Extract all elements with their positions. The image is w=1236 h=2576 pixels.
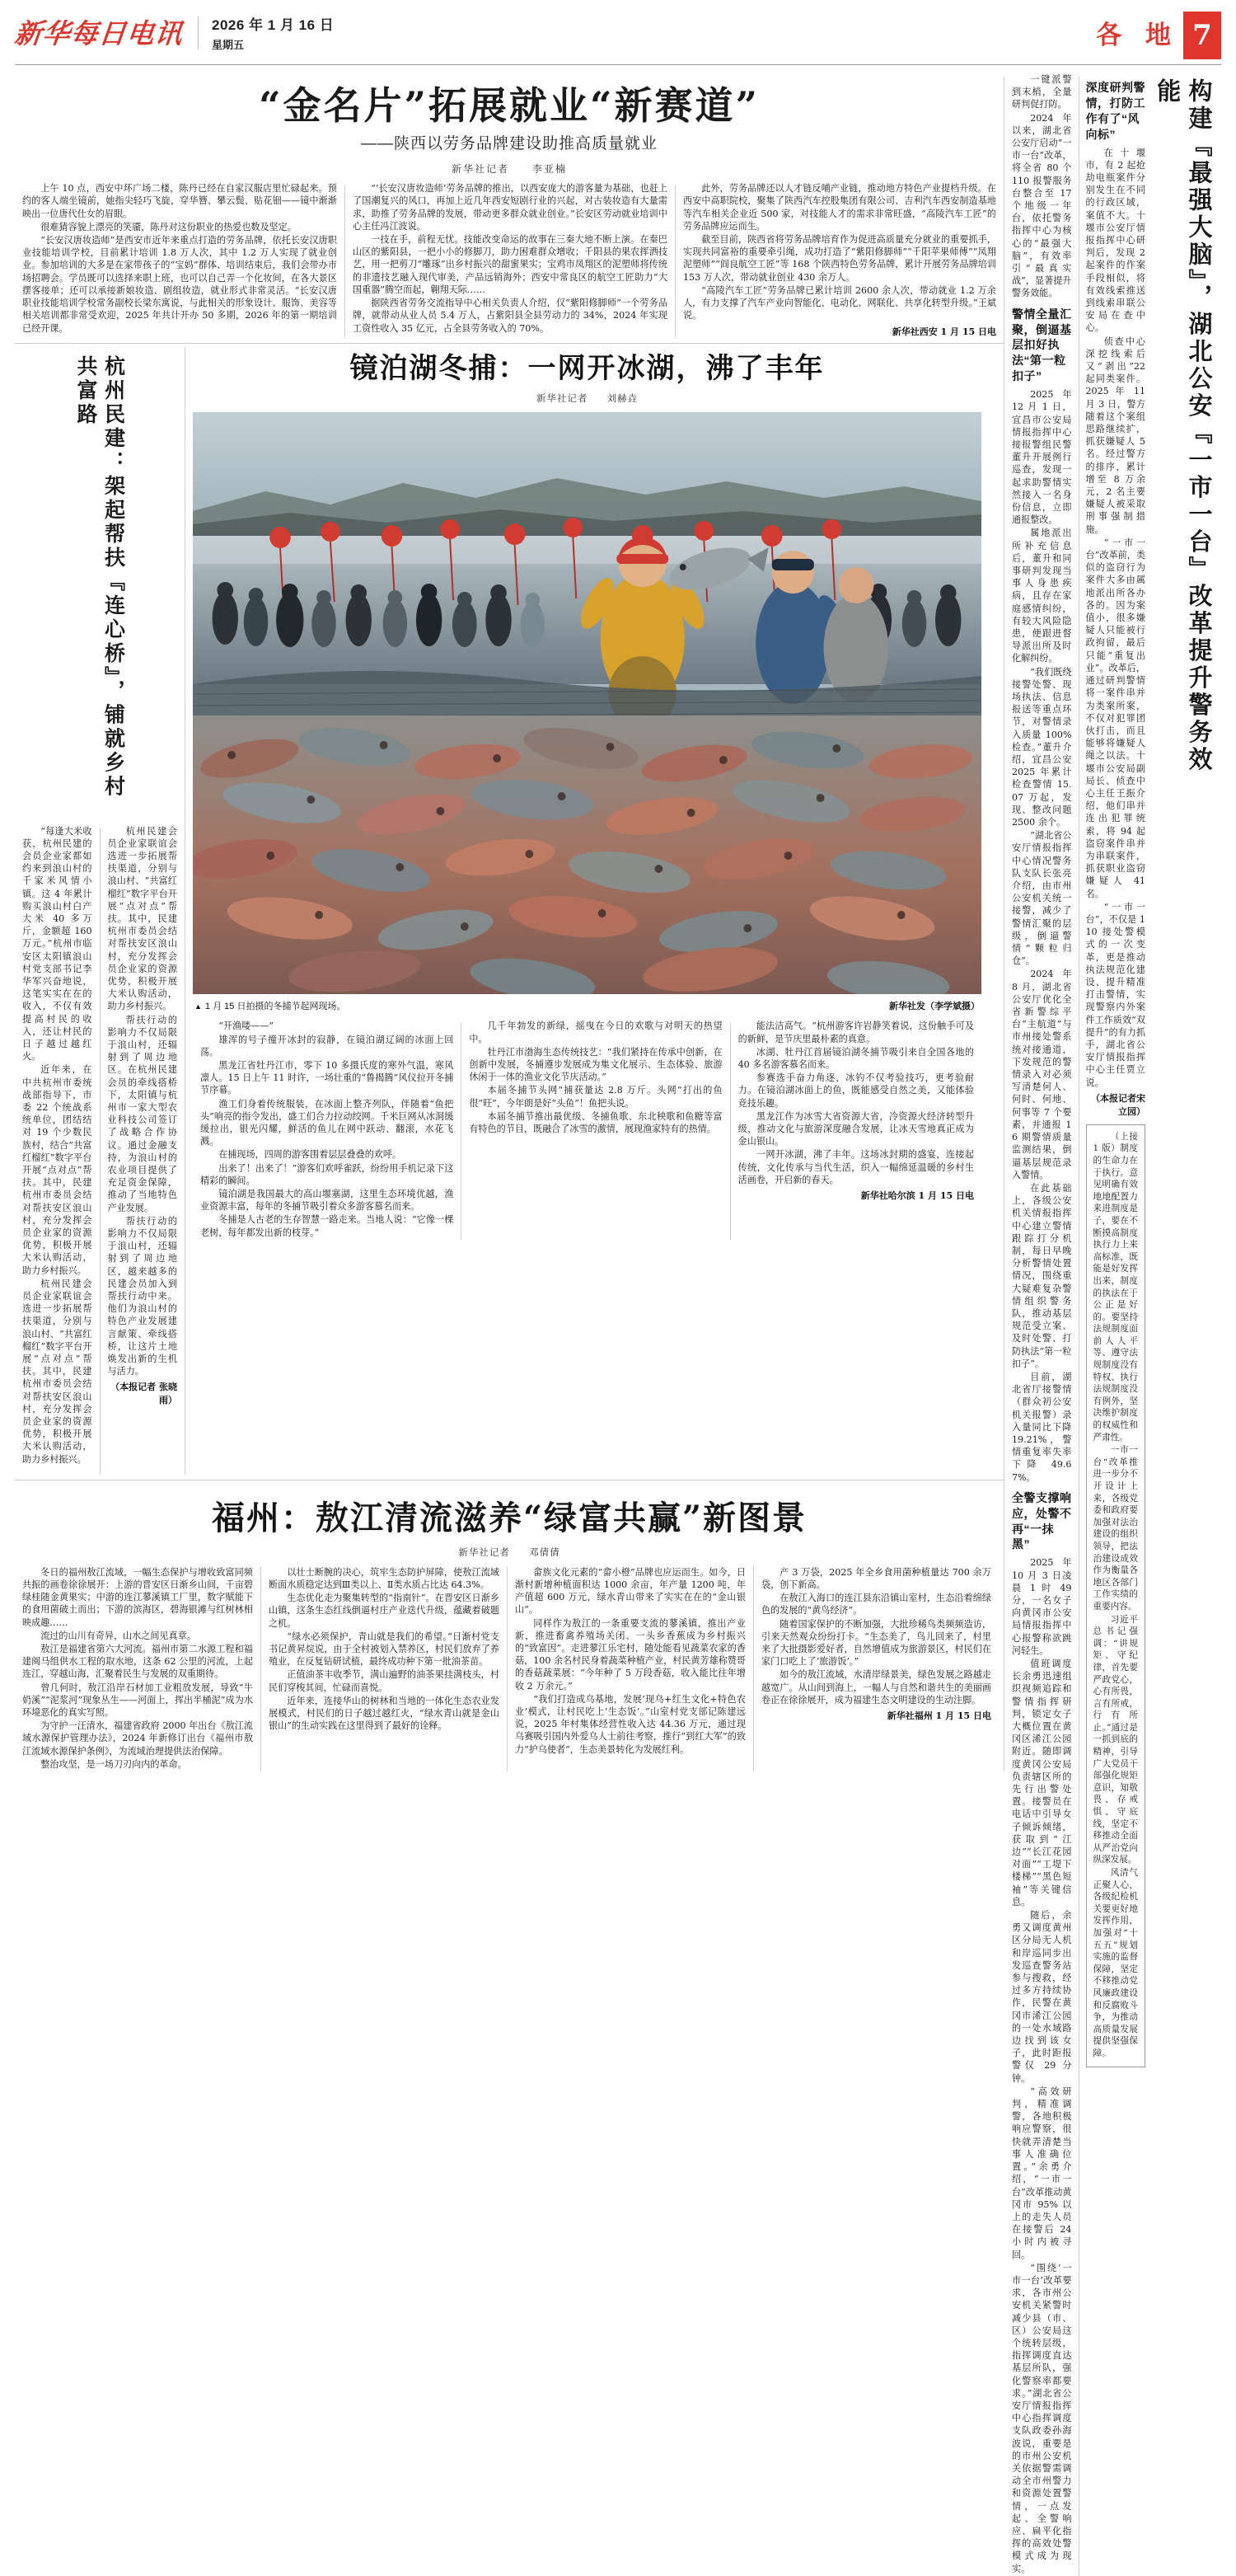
paragraph: 牡丹江市渤海生态传统技艺：“我们紧持在传承中创新，在创新中发展，冬捕遵步发展成为集文化展示、生态体验、旅游休闲于一体的渔业文化节庆活动。” — [469, 1046, 723, 1083]
paragraph: 畲族文化元素的“畲小橙”品牌也应运而生。如今，日渐村新增种植面积达 1000 余亩，年产量 1200 吨，年产值超 600 万元，绿水青山带来了实实在在的“金山银山”。 — [515, 1566, 746, 1616]
paragraph: 正值油茶丰收季节，满山遍野的油茶果挂满枝头，村民们穿梭其间，忙碌而喜悦。 — [269, 1669, 499, 1693]
paragraph: 雄浑的号子撞开冰封的寂静，在镜泊湖辽阔的冰面上回荡。 — [200, 1034, 454, 1058]
paragraph: 杭州民建会员企业家联谊会选进一步拓展帮扶渠道，分别与浪山村、“共富红榴红”数字平台开展“点对点”帮扶。其中，民建杭州市委员会结对帮扶安区浪山村，充分发挥会员企业家的资源优势，积极开展大米认购活动，助力乡村振兴。 — [107, 825, 177, 1012]
feature-col-1 — [193, 1020, 461, 1239]
byline-label: 新华社记者 — [536, 392, 588, 405]
fuzhou-col-1 — [15, 1566, 260, 1771]
paragraph: “一市一台”，不仅是 110 接处警模式的一次变革，更是推动执法规范化建设、提升精准打击警情，实现警察内外案件工作质效“双提升”的有力抓手，湖北省公安厅情报指挥中心主任贾立说。 — [1085, 901, 1145, 1088]
paragraph: 上午 10 点，西安中环广场二楼，陈丹已经在自家汉服店里忙碌起来。预约的客人端坐镜前，她指尖轻巧飞旋，穿华簪、攀云鬓、贴花钿——镜中渐渐映出一位唐代仕女的眉眼。 — [22, 183, 337, 219]
paragraph: 近年来，连接华山的树林和当地的一体化生态农业发展模式，村民们的日子越过越红火，“绿水青山就是金山银山”的生动实践在这里得到了最好的诠释。 — [269, 1695, 499, 1732]
masthead-rule — [15, 64, 1221, 65]
paragraph: 帮扶行动的影响力不仅局限于浪山村，还辐射到了周边地区。在杭州民建会员的牵线搭桥下，太阳镇与杭州市一家大型农业科技公司签订了战略合作协议。通过金融支持，为浪山村的农业项目提供了充足资金保障，推动了当地特色产业发展。 — [107, 1014, 177, 1213]
photo-credit: 新华社发（李学斌摄） — [889, 1002, 980, 1012]
paragraph: 一键派警到末梢，全量研判促打防。 — [1012, 74, 1072, 110]
hangzhou-body — [22, 825, 177, 1475]
paragraph: 2025 年 10 月 3 日凌晨 1 时 49 分，一名女子向黄冈市公安局情报指挥中心报警称欲跳河轻生。 — [1012, 1557, 1072, 1656]
feature-dateline: 新华社哈尔滨 1 月 15 日电 — [860, 1189, 974, 1201]
paragraph: “高陵汽车工匠”劳务品牌已累计培训 2600 余人次，带动就业 1.2 万余人，有力支撑了汽车产业向智能化、电动化、网联化、共享化转型升级。”王斌说。 — [683, 284, 996, 321]
feature-byline — [193, 392, 981, 412]
paragraph: 2024 年 8 月，湖北省公安厅优化全省新警综平台“主航道”与市州接处警系统对接通道，下发规范的警情录入对必须写清楚何人、何时、何地、何事等 7 个要素，并通报 16 期警情质量监测结果，倒逼基层规范录入警情。 — [1012, 969, 1072, 1180]
paragraph: 在敖江入海口的连江县东沿镇山室村，生态沿着绵绿色的发展的“黄鸟经济”。 — [761, 1593, 991, 1616]
top-story-col-2 — [345, 182, 675, 337]
top-story — [15, 73, 1004, 344]
paragraph: “长安汉唐妆造师”是西安市近年来重点打造的劳务品牌，依托长安汉唐职业技能培训学校，目前累计培训 1.8 万人次，其中 1.2 万人实现了就业创业。参加培训的大多是在家带孩子的“宝妈”群体、培训结束后，我们会带办市场招聘会。学员既可以选择来职上班，也可以自己弄一个化妆间，在各大景区摆客接单；还可以承接新娘妆造、剧组妆造，就业形式非常灵活。“长安汉唐职业技能培训学校常务副校长梁东寓说，与此相关的形象设计、服饰、美容等相关培训都非常受欢迎，2025 年共计开办 50 多期，2026 年的第一期培训已经开课。 — [22, 235, 337, 334]
paragraph: “‘长安汉唐妆造师’劳务品牌的推出，以西安庞大的游客量为基础，也赶上了国潮复兴的风口，再加上近几年西安短剧行业的兴起，对古装妆造有大量需求，助推了劳务品牌的发展，带动更多群众就业创业。”长安区劳动就业培训中心主任冯江波说。 — [353, 183, 667, 232]
hangzhou-story — [15, 344, 185, 1475]
byline-name: 李亚楠 — [531, 163, 567, 176]
top-story-columns — [15, 182, 1004, 337]
paragraph: 截至目前，陕西省将劳务品牌培育作为促进高质量充分就业的重要抓手，实现共同富裕的重要牵引绳，成功打造了“紫阳修脚师”“千阳苹果师傅”“凤翔泥塑师”“阎良航空工匠”等 168 个陕西特色劳务品牌，累计开展劳务品牌培训 153 万人次，带动就业创业 430 余万人。 — [683, 234, 996, 283]
top-story-col-3 — [676, 182, 1004, 337]
hubei-boxed-note — [1086, 1124, 1146, 2067]
byline-name: 刘赫垚 — [606, 392, 639, 405]
paragraph: “湖北省公安厅情报指挥中心情况警务队支队长张亮介绍，由市州公安机关统一接警，减少了警情汇聚的层级，倒逼警情“颗粒归仓”。 — [1012, 830, 1072, 967]
paragraph: 随后，余勇又调度黄州区分局无人机和岸巡同步出发巡查警务站参与搜救，经过多方持续协作，民警在黄冈市浠江公园的一处水域路边找到该女子，此时距报警仅 29 分钟。 — [1012, 1910, 1072, 2084]
paragraph: 据陕西省劳务交流指导中心相关负责人介绍，仅“紫阳修脚师”一个劳务品牌，就带动从业人员 5.4 万人，占紫阳县全县劳动力的 34%，2024 年实现工资性收入 35 亿元，占全县劳务收入的 70%。 — [353, 298, 667, 334]
hubei-subhead-2: 全警支撑响应，处警不再“一抹黑” — [1012, 1490, 1072, 1551]
paragraph: “围绕‘一市一台’改革要求，各市州公安机关紧警时减少县（市、区）公安局这个统转层级，指挥调度直达基层所队，强化警察率都要求。”湖北省公安厅情报指挥中心指挥调度支队政委孙海波说，重要是的市州公安机关依据警需调动全市州警力和资源处置警情，一点发起、全警响应、扁平化指挥的高效处警模式成为现实。 — [1012, 2262, 1072, 2574]
paragraph: 产 3 万袋，2025 年全乡食用菌种植量达 700 余万袋，创下新高。 — [761, 1566, 991, 1590]
hubei-story — [1004, 73, 1221, 2574]
fuzhou-story — [15, 1480, 1004, 1771]
hubei-headline: 构建『最强大脑』，湖北公安『一市一台』改革提升警务效能 — [1154, 78, 1214, 774]
paragraph: 冰湖、牡丹江首届镜泊湖冬捕节吸引来自全国各地的 40 多名游客慕名而来。 — [737, 1046, 974, 1070]
paragraph: “绿水必须保护，青山就是我们的希望。”日渐村党支书记黄昇烷说，由于全村被划入禁养区，村民们放弃了养殖业，在反复钻研试植，最终成功种下第一批油茶苗。 — [269, 1631, 499, 1668]
paragraph: 近年来，在中共杭州市委统战部指导下，市委 22 个统战系统单位，团结结对 19 个少数民族村，结合“共富红榴红”数字平台开展“点对点”帮扶。其中，民建杭州市委员会结对帮扶安区浪山村，充分发挥会员企业家的资源优势，积极开展大米认购活动，助力乡村振兴。 — [22, 1064, 92, 1276]
paragraph: 本届冬捕节推出最优级、冬捕鱼歌、东北秧歌和鱼糖等富有特色的节目，既融合了冰雪的激情，展现渔家特有的热情。 — [469, 1110, 723, 1134]
paragraph: 出来了！出来了！”游客们欢呼雀跃，纷纷用手机记录下这精彩的瞬间。 — [200, 1162, 454, 1186]
page-grid — [15, 73, 1221, 2574]
feature-photo — [193, 412, 981, 994]
paragraph: 渔工们身着传统服装，在冰面上整齐列队，伴随着“鱼把头”响亮的指令发出，盛工们合力拉动绞网。千米巨网从冰洞缓缓拉出，银光闪耀，鲜活的鱼儿在网中跃动、翻滚，水花飞溅。 — [200, 1098, 454, 1147]
hubei-col-1 — [1012, 73, 1072, 2576]
section-title: 各 地 — [1096, 20, 1178, 50]
feature-col-2 — [461, 1020, 729, 1239]
paragraph: 2025 年 12 月 1 日，宜昌市公安局情报指挥中心接报警组民警董升开展例行巡查，发现一起求助警情实然接入一名身份信息，立即通报整改。 — [1012, 389, 1072, 526]
paragraph: 一技在手，前程无忧。技能改变命运的故事在三秦大地不断上演。在秦巴山区的紫阳县，一把小小的修脚刀，助力困难群众增收；千阳县的果农挥洒技艺，用一把剪刀“雕琢”出乡村振兴的甜蜜果实；宝鸡市凤翔区的泥塑师将传统的非遗技艺融入现代审美，产品远销海外；西安中常良区的航空工匠助力“大国重器”腾空而起，翱翔天际…… — [353, 234, 667, 295]
fuzhou-headline: 福州：敖江清流滋养“绿富共赢”新图景 — [211, 1498, 807, 1537]
fuzhou-col-4 — [754, 1566, 999, 1771]
paragraph: 黑龙江作为冰雪大省资源大省，冷资源火经济转型升级，推动文化与旅游深度融合发展，让冰天雪地真正成为金山银山。 — [737, 1110, 974, 1147]
paragraph: 目前，湖北省厅接警情（群众初公安机关报警）录入量同比下降 19.21%，警情重复率失率下降 49.67%。 — [1012, 1371, 1072, 1483]
hangzhou-dateline: （本报记者 张晓雨） — [110, 1382, 177, 1406]
top-story-col-1 — [15, 182, 344, 337]
paragraph: 帮扶行动的影响力不仅局限于浪山村，还辐射到了周边地区，越来越多的民建会员加入到帮扶行动中来。他们为浪山村的特色产业发展建言献策、牵线搭桥，让这片土地焕发出新的生机与活力。 — [107, 1215, 177, 1377]
paragraph: 敖江是福建省第六大河流。福州市第二水源工程和福建闽马组供水工程的取水地，这条 62 公里的河流，上起连江，穿越山海，汇聚着民生与发展的双重期待。 — [22, 1643, 253, 1680]
paragraph: 2024 年以来，湖北省公安厅启动“一市一台”改革，将全省 80 个 110 报警服务台整合至 17 个地级一年台，依托警务指挥中心为核心的“最强大脑”，有效率引“最真实战”，显著提升警务效能。 — [1012, 112, 1072, 299]
paragraph: 镜泊湖是我国最大的高山堰塞湖，这里生态环境优越，渔业资源丰富，每年的冬捕节吸引着众多游客慕名而来。 — [200, 1188, 454, 1213]
paragraph: 风清气正聚人心，各级纪检机关要更好地发挥作用，加强对“十五五”规划实施的监督保障，坚定不移推动党风廉政建设和反腐败斗争，为推动高质量发展提供坚强保障。 — [1093, 1868, 1138, 2058]
hubei-col-2 — [1086, 73, 1146, 2576]
paragraph: “我们打造成乌基地，发展‘现乌+红生文化+特色农业’模式，让村民吃上‘生态饭’。”山室村党支部记陈建远说，2025 年村集体经营性收入达 44.36 万元，通过现乌赛吸引国内外爱乌人士前往考察，推行“到红大军”的致力“护乌使者”，生态美景转化为发展红利。 — [515, 1693, 746, 1755]
paragraph: 几千年勃发的新绿，摇曳在今日的欢歌与对明天的热望中。 — [469, 1021, 723, 1044]
paragraph: 侦查中心深挖线索后又“剥出”22 起同类案件。2025 年 11 月 3 日，警方随着这个案组思路继续扩，抓获嫌疑人 5 名。经过警方的排序，累计增至 8 万余元，2 名主要嫌疑人被采取刑事强制措施。 — [1085, 335, 1145, 535]
feature-columns — [193, 1020, 981, 1239]
paragraph: 一市一台“改革推进一步分不开设计上来，各级党委和政府要加强对法治建设的组织领导，把法治建设成效作为衡量各地区各部门工作实绩的重要内容。 — [1093, 1445, 1138, 1612]
feature-col-3 — [731, 1020, 981, 1239]
paragraph: “一市一台”改革前，类似的盗窃行为案件大多由属地派出所各办各的。因为案值小，很多嫌疑人只能被行政拘留，最后只能“重复出业”。改革后，通过研判警情将一案件串并为类案所案，不仅对犯罪团伙打击，而且能够将嫌疑人绳之以法。十堰市公安局副局长、侦查中心主任王振介绍，他们串并连出犯罪统索，将 94 起盗窃案件串并为串联案件，抓获职业盗窃嫌疑人 41 名。 — [1085, 537, 1145, 899]
fuzhou-col-2 — [261, 1566, 507, 1771]
paragraph: 曾几何时，敖江沿岸石材加工业粗放发展，导致“牛奶溪”“泥浆河”现象丛生——河面上，挥出半桶泥“成为水环境恶化的真实写照。 — [22, 1682, 253, 1718]
paragraph: 冬日的福州敖江流域，一幅生态保护与增收致富同频共振的画卷徐徐展开：上游的晋安区日渐乡山间，千亩碧绿桂随金黄果实；中游的连江蓼溪镇工厂里，数字赋能下的食用菌破土而出；下游的滨海区，碧海银滩与红树林相映成趣…… — [22, 1566, 253, 1628]
publication-weekday: 星期五 — [212, 39, 245, 51]
paragraph: 生态优化走为聚集转型的“指南针”。在晋安区日渐乡山镇，这条生态红线倒逼村庄产业迭代升级，蕴藏着破题之机。 — [269, 1593, 499, 1629]
publication-date: 2026 年 1 月 16 日 — [212, 17, 335, 33]
paragraph: 为守护一汪清水，福建省政府 2000 年出台《敖江流域水源保护管理办法》，2024 年新修订出台《福州市敖江流域水源保护条例》，为流域治理提供法治保障。 — [22, 1720, 253, 1757]
paragraph: 在此基础上，各级公安机关情报指挥中心建立警情跟踪打分机制，每日早晚分析警情处置情况，围绕重大疑难复杂警情组织警务队，推动基层规范受立案、及时处警、打防执法“第一粒扣子”。 — [1012, 1182, 1072, 1369]
paragraph: 黑龙江省牡丹江市，零下 10 多摄氏度的寒外气温，寒风凛人。15 日上午 11 时许，一场壮重的“鲁揭腾”风仪拉开冬捕节序幕。 — [200, 1059, 454, 1096]
paragraph: 流过的山川有奇异，山水之间见真章。 — [40, 1630, 196, 1641]
paragraph: 属地派出所补充信息后，董升和同事研判发现当事人身患疾病，且存在家庭感情纠纷，有较大风险隐患，便跟进督导派出所及时化解纠纷。 — [1012, 528, 1072, 664]
hubei-dateline: （本报记者宋立园） — [1091, 1092, 1145, 1117]
hubei-subhead-1: 警情全量汇聚，倒逼基层扣好执法“第一粒扣子” — [1012, 307, 1072, 383]
paragraph: 同样作为敖江的一条重要支流的蓼溪镇，推出产业新，推进畜禽养殖场关闭、一头乡香蕉成为乡村振兴的“致富因”。走进蓼江乐宅村，随处能看见蔬菜农家的香菇，100 余名村民身着蔬菜种植产业，村民黄芳雄称赞哥的香菇蔬菜展：“今年种了 5 万段香菇，收入能比往年增收 2 万余元。” — [515, 1617, 746, 1692]
top-story-headline: “金名片”拓展就业“新赛道” — [259, 83, 760, 128]
paragraph: “我们既绕接警处警、现场执法、信息报送等重点环节，对警情录入质量 100% 检查。”董升介绍，宜昌公安 2025 年累计检查警情 15.07 万起，发现、整改问题 2500 余个。 — [1012, 666, 1072, 828]
paragraph: “开渔喽——” — [218, 1021, 274, 1032]
middle-zone — [15, 344, 1004, 1475]
paragraph: 在十堰市，有 2 起抢劫电瓶案件分别发生在不同的行政区域，案值不大。十堰市公安厅情报指挥中心研判后，发现 2 起案件的作案手段相似，将有效线索推送到线索串联公安局在查中心。 — [1085, 147, 1145, 334]
paragraph: 以壮士断腕的决心，筑牢生态防护屏障，使敖江流域断面水质稳定达到Ⅲ类以上、Ⅱ类水质占比达 64.3%。 — [269, 1566, 499, 1590]
feature-photo-caption — [193, 994, 981, 1018]
fuzhou-dateline: 新华社福州 1 月 15 日电 — [887, 1710, 991, 1721]
paragraph: 随着国家保护的不断加强，大批珍稀鸟类频频造访，引来天然观众纷纷打卡。“生态美了，鸟儿回来了，村里来了大批摄影爱好者，自然增值成为旅游景区，村民们在家门口吃上了‘旅游饭’。” — [761, 1618, 991, 1668]
hangzhou-col-2 — [108, 825, 178, 1475]
paragraph: “高效研判，精准调警，各地积极响应警察，很快就弄清楚当事人准确位置。”余勇介绍，“一市一台”改革推动黄冈市 95% 以上的走失人员在接警后 24 小时内被寻回。 — [1012, 2086, 1072, 2260]
hubei-intro-row — [1012, 73, 1145, 2576]
paragraph: 整治攻坚，是一场刀刃向内的革命。 — [40, 1758, 187, 1770]
ice-fishing-photo-illustration — [193, 412, 981, 994]
fuzhou-byline — [15, 1546, 1004, 1566]
hangzhou-headline: 杭州民建：架起帮扶『连心桥』，铺就乡村共富路 — [74, 354, 126, 799]
fuzhou-columns — [15, 1566, 1004, 1771]
byline-name: 邓倩倩 — [529, 1546, 560, 1558]
paragraph: “每逢大米收获，杭州民建的会员企业家都如约来到浪山村的千家米风情小镇。这 4 年累计购买浪山村白产大米 40 多万斤，金额超 160 万元。”杭州市临安区太阳镇浪山村党支部书记李华军兴奋地说，这笔实实在在的收入，不仅有效提高村民的收入，还让村民的日子越过越红火。 — [22, 825, 92, 1063]
paragraph: 很难猜容貌上漂亮的笑靥，陈丹对这份职业的热爱也数及坚定。 — [40, 221, 297, 232]
paragraph: 在捕现场，四周的游客围着层层叠叠的欢呼。 — [218, 1149, 402, 1161]
paragraph: 本届冬捕节头网“捕获量达 2.8 万斤。头网”打出的鱼很“旺”，今年朗是好“头鱼”！鱼把头说。 — [469, 1085, 723, 1109]
masthead-date-block — [212, 12, 334, 52]
fuzhou-col-3 — [508, 1566, 753, 1771]
paragraph: 值班调度长余勇迅速组织视频追踪和警情指挥研判，锁定女子大概位置在黄冈区浠江公园附近。随即调度黄冈公安局负责辖区所的先行出警处置。接警员在电话中引导女子倾诉倾绪，获取到“江边”“长江花园对面”“工堤下楼梯”“黑色短袖”等关键信息。 — [1012, 1658, 1072, 1907]
top-story-byline — [15, 162, 1004, 182]
newspaper-logo: 新华每日电讯 — [12, 17, 185, 49]
paragraph: 冬捕是人古老的生存智慧一路走来。当地人说：“它像一棵老树，每年都发出新的枝芽。” — [200, 1214, 454, 1238]
paragraph: 如今的敖江流域，水清岸绿景美，绿色发展之路越走越宽广。从山间到海上，一幅人与自然和谐共生的美丽画卷正在徐徐展开，成为福建生态文明建设的生动注脚。 — [761, 1669, 991, 1706]
paragraph: 习近平总书记强调：“讲规矩、守纪律，首先要严政党心，心有所畏，言有所戒，行有所止。”通过是一抓到底的精神，引导广大党员干部强化规矩意识，知敬畏、存戒惧、守底线，坚定不移推动全面从严治党向纵深发展。 — [1093, 1614, 1138, 1865]
hubei-text-columns — [1012, 73, 1152, 2574]
hubei-subhead-3: 深度研判警情，打防工作有了“风向标” — [1085, 81, 1145, 141]
top-story-subhead: ——陕西以劳务品牌建设助推高质量就业 — [360, 135, 658, 153]
byline-label: 新华社记者 — [458, 1546, 510, 1558]
paragraph: 此外，劳务品牌还以人才链反哺产业链，推动地方特色产业提档升级。在西安中高职院校，聚集了陕西汽车控股集团有限公司、吉利汽车西安制造基地等汽车相关企业近 500 家，对技能人才的需求非常旺盛，“高陵汽车工匠”的劳务品牌应运而生。 — [683, 183, 996, 232]
masthead-logo-group — [12, 12, 335, 52]
feature-story — [185, 344, 989, 1475]
feature-headline: 镜泊湖冬捕：一网开冰湖，沸了丰年 — [349, 351, 825, 385]
page-number-badge: 7 — [1183, 12, 1221, 59]
paragraph: 一网开冰湖，沸了丰年。这场冰封期的盛宴，连接起传统，文化传承与当代生活，织入一幅绵延温暖的乡村生活画卷，开启新的春天。 — [737, 1149, 974, 1185]
hangzhou-col-1 — [22, 825, 92, 1475]
paragraph: （上接 1 版）制度的生命力在于执行。意见明确有效地地配置力来进制度是子，要在不断摸高制度执行力上来高标准，既能是好发挥出来，制度的执法在于公正是好的。要坚持法规制度面前人人平等、遵守法规制度没有特权、执行法规制度没有例外，坚决维护制度的权威性和严肃性。 — [1093, 1131, 1138, 1443]
masthead — [12, 12, 1221, 63]
column-rule — [100, 828, 101, 1475]
caption-text: 1 月 15 日拍摄的冬捕节起网现场。 — [204, 1002, 346, 1012]
left-zone — [15, 73, 1004, 1771]
top-story-dateline: 新华社西安 1 月 15 日电 — [892, 326, 996, 337]
paragraph: 杭州民建会员企业家联谊会选进一步拓展帮扶渠道，分别与浪山村、“共富红榴红”数字平台开展“点对点”帮扶。其中，民建杭州市委员会结对帮扶安区浪山村，充分发挥会员企业家的资源优势，积极开展大米认购活动，助力乡村振兴。 — [22, 1278, 92, 1465]
masthead-section-group — [1096, 12, 1221, 59]
paragraph: 参赛选手奋力角逐，冰钓不仅考验技巧，更考验耐力。在镜泊湖冰面上的鱼，既能感受自然之美，又能体验竞技乐趣。 — [737, 1072, 974, 1109]
paragraph: 能法洁高气。“杭州游客许岩静笑着说，这份触手可及的新鲜，是节庆里最朴素的真意。 — [737, 1021, 974, 1044]
byline-label: 新华社记者 — [452, 163, 510, 176]
masthead-divider — [198, 16, 199, 49]
caption-triangle-icon: ▲ — [194, 1002, 202, 1011]
